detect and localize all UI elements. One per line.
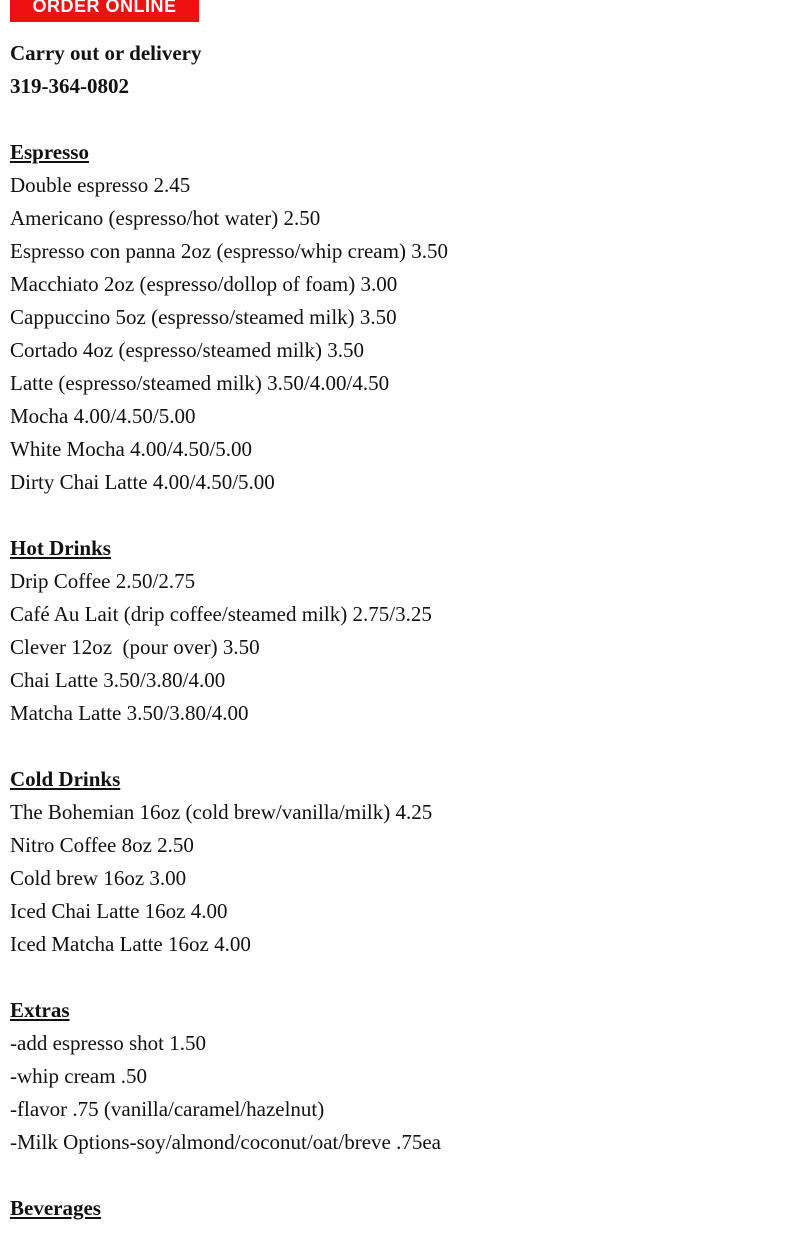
menu-item: Double espresso 2.45 xyxy=(10,173,191,197)
section-heading-hot-drinks: Hot Drinks xyxy=(10,536,111,560)
menu-item: Macchiato 2oz (espresso/dollop of foam) 3.00 xyxy=(10,272,398,296)
menu-item: Americano (espresso/hot water) 2.50 xyxy=(10,206,321,230)
menu-item: Café Au Lait (drip coffee/steamed milk) 2.75/3.25 xyxy=(10,602,432,626)
menu-item: Iced Chai Latte 16oz 4.00 xyxy=(10,899,228,923)
menu-item: -Milk Options-soy/almond/coconut/oat/breve .75ea xyxy=(10,1130,441,1154)
spacer xyxy=(10,499,780,532)
menu-item: White Mocha 4.00/4.50/5.00 xyxy=(10,437,253,461)
menu-item: Clever 12oz (pour over) 3.50 xyxy=(10,635,260,659)
menu-item: Iced Matcha Latte 16oz 4.00 xyxy=(10,932,251,956)
section-heading-espresso: Espresso xyxy=(10,140,89,164)
extras-list xyxy=(10,1027,780,1159)
spacer xyxy=(10,961,780,994)
spacer xyxy=(10,1159,780,1192)
carry-out-text: Carry out or delivery xyxy=(10,41,202,65)
menu-item: Cortado 4oz (espresso/steamed milk) 3.50 xyxy=(10,338,365,362)
menu-item: Mocha 4.00/4.50/5.00 xyxy=(10,404,196,428)
spacer xyxy=(10,730,780,763)
menu-item: Espresso con panna 2oz (espresso/whip cream) 3.50 xyxy=(10,239,448,263)
cold-drinks-list xyxy=(10,796,780,961)
menu-item: The Bohemian 16oz (cold brew/vanilla/milk) 4.25 xyxy=(10,800,433,824)
hot-drinks-list xyxy=(10,565,780,730)
menu-item: -add espresso shot 1.50 xyxy=(10,1031,206,1055)
menu-item: Drip Coffee 2.50/2.75 xyxy=(10,569,196,593)
spacer xyxy=(10,103,780,136)
section-heading-beverages: Beverages xyxy=(10,1196,101,1220)
menu-item: Latte (espresso/steamed milk) 3.50/4.00/4.50 xyxy=(10,371,390,395)
espresso-list xyxy=(10,169,780,499)
menu-content xyxy=(10,37,780,1225)
menu-item: -whip cream .50 xyxy=(10,1064,148,1088)
section-heading-cold-drinks: Cold Drinks xyxy=(10,767,121,791)
menu-item: -flavor .75 (vanilla/caramel/hazelnut) xyxy=(10,1097,325,1121)
menu-item: Cappuccino 5oz (espresso/steamed milk) 3.50 xyxy=(10,305,397,329)
menu-item: Chai Latte 3.50/3.80/4.00 xyxy=(10,668,226,692)
menu-item: Nitro Coffee 8oz 2.50 xyxy=(10,833,194,857)
order-online-button[interactable]: ORDER ONLINE xyxy=(10,0,199,22)
menu-item: Dirty Chai Latte 4.00/4.50/5.00 xyxy=(10,470,275,494)
section-heading-extras: Extras xyxy=(10,998,70,1022)
phone-number: 319-364-0802 xyxy=(10,74,129,98)
menu-item: Matcha Latte 3.50/3.80/4.00 xyxy=(10,701,249,725)
menu-item: Cold brew 16oz 3.00 xyxy=(10,866,187,890)
